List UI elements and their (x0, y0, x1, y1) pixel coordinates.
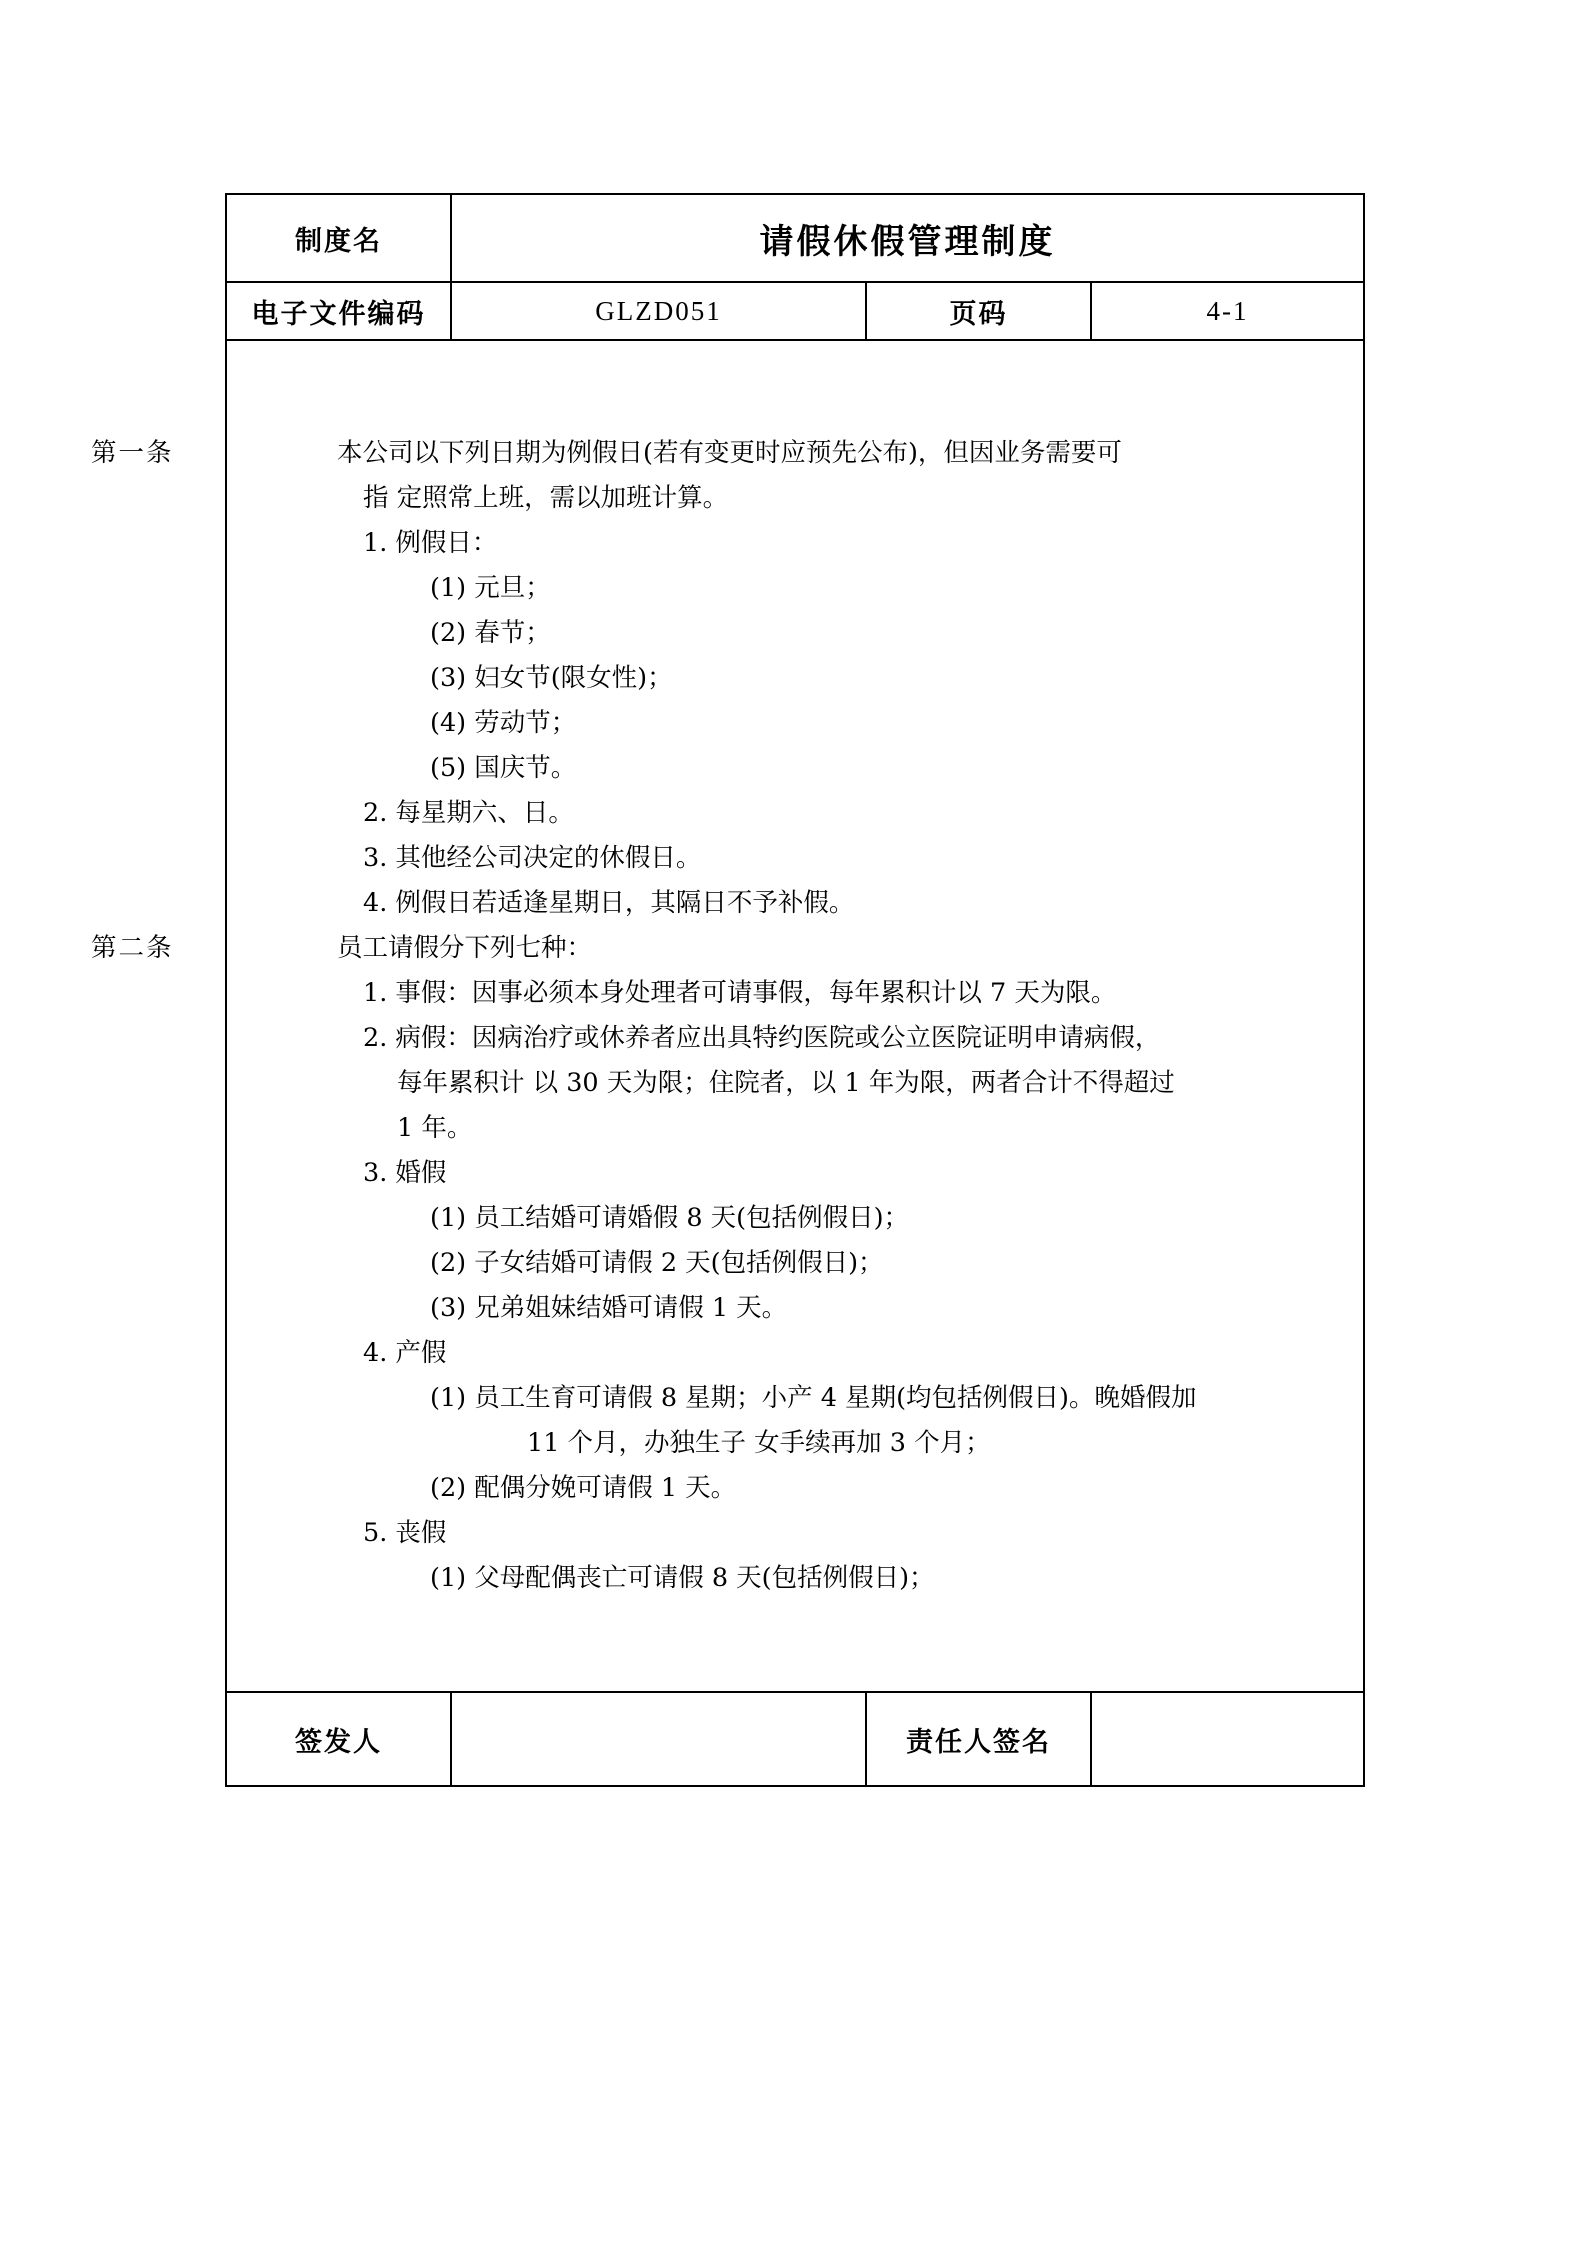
body-line: 指 定照常上班，需以加班计算。 (363, 483, 729, 513)
article-number: 第二条 (91, 933, 174, 963)
page-number-value: 4-1 (1091, 282, 1364, 340)
body-line (91, 431, 1363, 476)
document-title: 请假休假管理制度 (451, 194, 1364, 282)
body-line: 11 个月，办独生子 女手续再加 3 个月； (527, 1428, 991, 1458)
body-line: (3) 兄弟姐妹结婚可请假 1 天。 (430, 1293, 788, 1323)
signature-row (226, 1692, 1364, 1786)
body-line: (1) 员工生育可请假 8 星期；小产 4 星期(均包括例假日)。晚婚假加 (430, 1383, 1197, 1413)
issuer-label: 签发人 (226, 1692, 451, 1786)
body-line: (2) 春节； (430, 618, 551, 648)
policy-document-table (91, 193, 1365, 1787)
file-code-row (226, 282, 1364, 340)
page-number-label: 页码 (866, 282, 1091, 340)
body-line: 2. 每星期六、日。 (363, 798, 574, 828)
body-line: 4. 例假日若适逢星期日，其隔日不予补假。 (363, 888, 855, 918)
body-line: 1. 例假日： (363, 528, 498, 558)
file-code-value: GLZD051 (451, 282, 866, 340)
body-row (226, 340, 1364, 1692)
document-body-text (91, 431, 1363, 1601)
body-line: 3. 婚假 (363, 1158, 447, 1188)
body-line: (2) 子女结婚可请假 2 天(包括例假日)； (430, 1248, 884, 1278)
body-line: 5. 丧假 (363, 1518, 447, 1548)
body-line: 3. 其他经公司决定的休假日。 (363, 843, 702, 873)
article-text: 本公司以下列日期为例假日(若有变更时应预先公布)，但因业务需要可 (337, 438, 1122, 468)
body-line: 4. 产假 (363, 1338, 447, 1368)
body-line: 每年累积计 以 30 天为限；住院者，以 1 年为限，两者合计不得超过 (397, 1068, 1175, 1098)
body-line: (2) 配偶分娩可请假 1 天。 (430, 1473, 737, 1503)
system-name-label: 制度名 (226, 194, 451, 282)
document-body-cell (91, 340, 1364, 1692)
body-line: (1) 父母配偶丧亡可请假 8 天(包括例假日)； (430, 1563, 935, 1593)
body-line: (3) 妇女节(限女性)； (430, 663, 673, 693)
file-code-label: 电子文件编码 (226, 282, 451, 340)
article-text: 员工请假分下列七种： (337, 933, 593, 963)
responsible-signature-field[interactable] (1091, 1692, 1364, 1786)
body-line: 2. 病假：因病治疗或休养者应出具特约医院或公立医院证明申请病假， (363, 1023, 1161, 1053)
body-line: (4) 劳动节； (430, 708, 577, 738)
body-line: 1. 事假：因事必须本身处理者可请事假，每年累积计以 7 天为限。 (363, 978, 1117, 1008)
body-line (91, 926, 1363, 971)
body-line: (1) 元旦； (430, 573, 551, 603)
issuer-value-field[interactable] (451, 1692, 866, 1786)
article-number: 第一条 (91, 438, 174, 468)
body-line: (5) 国庆节。 (430, 753, 577, 783)
responsible-signature-label: 责任人签名 (866, 1692, 1091, 1786)
body-line: (1) 员工结婚可请婚假 8 天(包括例假日)； (430, 1203, 910, 1233)
body-line: 1 年。 (397, 1113, 473, 1143)
title-row (226, 194, 1364, 282)
